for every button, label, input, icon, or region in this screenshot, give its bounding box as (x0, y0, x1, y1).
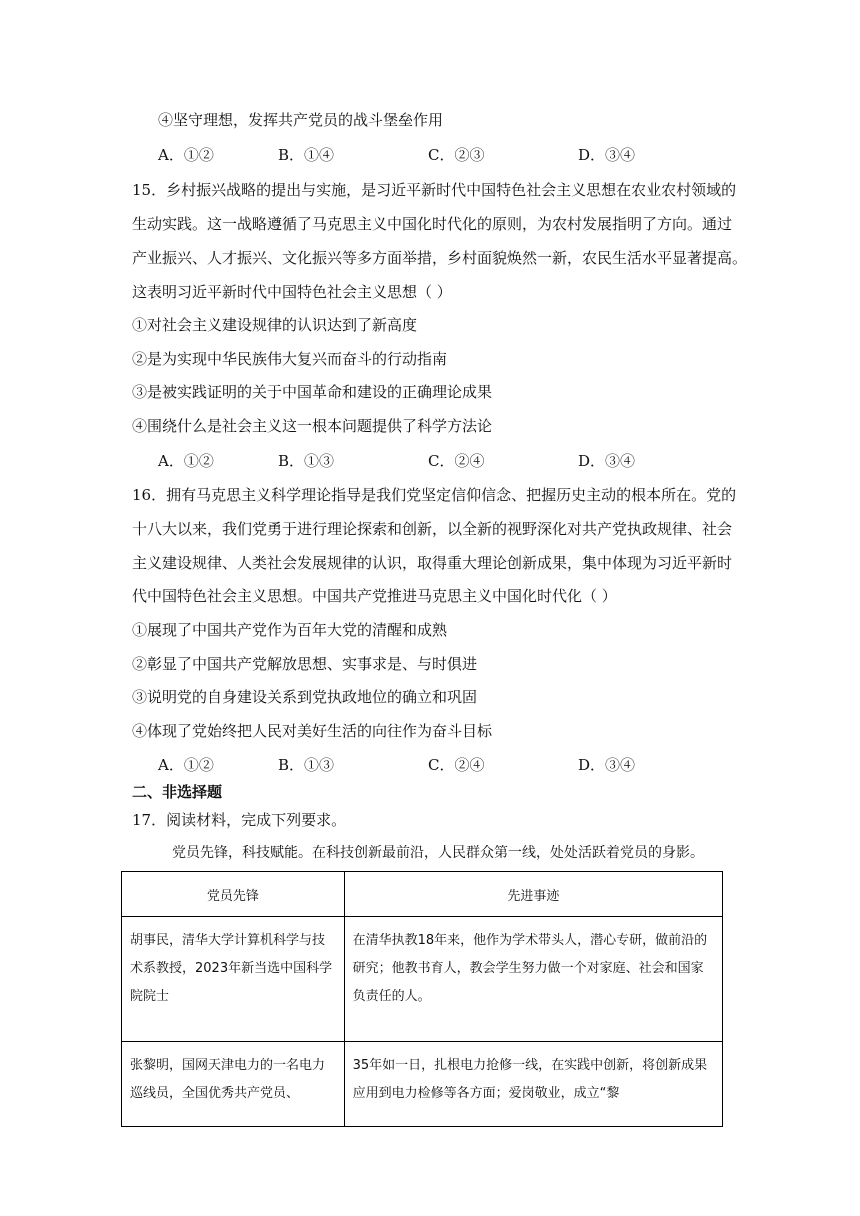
q14-option-c: C．②③ (428, 146, 485, 164)
q15-option-c: C．②④ (428, 452, 485, 470)
section-heading: 二、非选择题 (132, 783, 223, 801)
materials-table (121, 871, 723, 1127)
q15-option-d: D．③④ (578, 452, 636, 470)
pioneer-text: 胡事民，清华大学计算机科学与技术系教授，2023年新当选中国科学院院士 (130, 933, 333, 1004)
q17-intro: 党员先锋，科技赋能。在科技创新最前沿，人民群众第一线，处处活跃着党员的身影。 (172, 845, 704, 861)
q15-stem-line-1: 15．乡村振兴战略的提出与实施，是习近平新时代中国特色社会主义思想在农业农村领域的 (132, 181, 737, 199)
q16-item-1: ①展现了中国共产党作为百年大党的清醒和成熟 (132, 621, 448, 639)
header-pioneer: 党员先锋 (122, 872, 345, 917)
header-deeds: 先进事迹 (344, 872, 722, 917)
q16-option-c: C．②④ (428, 756, 485, 774)
table-row (122, 917, 723, 1042)
q16-option-b: B．①③ (278, 756, 335, 774)
pioneer-cell (122, 917, 345, 1042)
deeds-text: 在清华执教18年来，他作为学术带头人，潜心专研，做前沿的研究；他教书育人，教会学生努力做一个对家庭、社会和国家负责任的人。 (352, 933, 708, 1004)
table-header-row (122, 872, 723, 917)
q14-option-a: A．①② (158, 146, 214, 164)
q16-stem-line-3: 主义建设规律、人类社会发展规律的认识，取得重大理论创新成果，集中体现为习近平新时 (132, 554, 733, 572)
q17-stem: 17．阅读材料，完成下列要求。 (132, 811, 347, 829)
q14-option-b: B．①④ (278, 146, 335, 164)
q15-item-1: ①对社会主义建设规律的认识达到了新高度 (132, 316, 418, 334)
q15-item-4: ④围绕什么是社会主义这一根本问题提供了科学方法论 (132, 417, 493, 435)
q14-option-d: D．③④ (578, 146, 636, 164)
q15-item-3: ③是被实践证明的关于中国革命和建设的正确理论成果 (132, 383, 493, 401)
q16-stem-line-1: 16．拥有马克思主义科学理论指导是我们党坚定信仰信念、把握历史主动的根本所在。党的 (132, 486, 737, 504)
q15-stem-line-4: 这表明习近平新时代中国特色社会主义思想（ ） (132, 283, 452, 301)
q15-option-b: B．①③ (278, 452, 335, 470)
q15-stem-line-3: 产业振兴、人才振兴、文化振兴等多方面举措，乡村面貌焕然一新，农民生活水平显著提高。 (132, 249, 748, 267)
q16-option-d: D．③④ (578, 756, 636, 774)
q16-stem-line-4: 代中国特色社会主义思想。中国共产党推进马克思主义中国化时代化（ ） (132, 587, 617, 605)
q16-option-a: A．①② (158, 756, 214, 774)
deeds-cell (344, 917, 722, 1042)
q16-stem-line-2: 十八大以来，我们党勇于进行理论探索和创新，以全新的视野深化对共产党执政规律、社会 (132, 520, 733, 538)
table-row (122, 1042, 723, 1127)
pioneer-cell (122, 1042, 345, 1127)
deeds-text: 35年如一日，扎根电力抢修一线，在实践中创新，将创新成果应用到电力检修等各方面；爱岗敬业，成立“黎 (352, 1058, 708, 1101)
q15-item-2: ②是为实现中华民族伟大复兴而奋斗的行动指南 (132, 350, 448, 368)
pioneer-text: 张黎明，国网天津电力的一名电力巡线员，全国优秀共产党员、 (130, 1058, 326, 1101)
q16-item-4: ④体现了党始终把人民对美好生活的向往作为奋斗目标 (132, 722, 493, 740)
q15-option-a: A．①② (158, 452, 214, 470)
q14-item-4: ④坚守理想，发挥共产党员的战斗堡垒作用 (158, 111, 444, 129)
q16-item-2: ②彰显了中国共产党解放思想、实事求是、与时俱进 (132, 655, 478, 673)
deeds-cell (344, 1042, 722, 1127)
q15-stem-line-2: 生动实践。这一战略遵循了马克思主义中国化时代化的原则，为农村发展指明了方向。通过 (132, 215, 733, 233)
q16-item-3: ③说明党的自身建设关系到党执政地位的确立和巩固 (132, 688, 478, 706)
